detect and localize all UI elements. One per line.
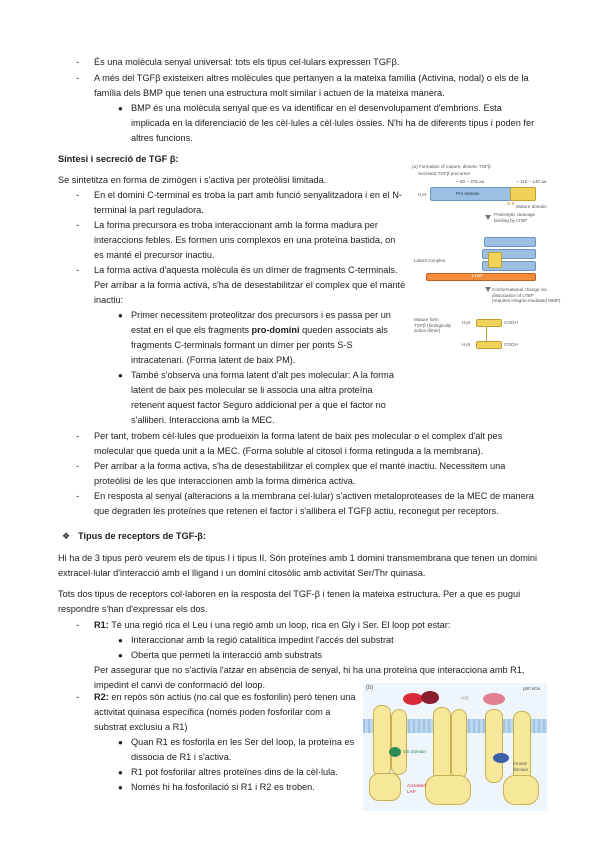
receptor-shape <box>451 709 467 779</box>
bullet-icon: ● <box>118 311 123 320</box>
paragraph: Per assegurar que no s'activia l'atzar en absència de senyal, hi ha una proteïna que interacciona amb R1, impedint el canvi de conformació del loop. <box>94 665 525 690</box>
list-dash: - <box>76 431 80 441</box>
figure-label: Pro domain <box>456 191 480 196</box>
fkbp-shape <box>493 753 509 763</box>
mature-domain-bar <box>476 341 502 349</box>
kinase-shape <box>503 775 539 805</box>
arrow-right-icon: ⇨ <box>461 693 470 704</box>
bullet-icon: ● <box>118 768 123 777</box>
arrow-down-icon <box>485 287 491 292</box>
list-subitem: Primer necessitem proteolitzar dos precursors i es passa per un estat en el que els fragments pro-domini queden associats als fragments C-terminals formant un dímer per ponts S-S intracatenari. (Forma latent de baix PM). <box>131 310 391 365</box>
figure-label: ~ 110 – 140 aa <box>516 179 547 184</box>
list-subitem: Oberta que permeti la interacció amb substrats <box>131 650 322 660</box>
figure-label: GS domain <box>403 749 426 754</box>
figure-label: Kinase domain <box>513 761 529 772</box>
list-subitem: BMP és una molècula senyal que es va identificar en el desenvolupament d'embrions. Esta implicada en la diferenciació de les cèl·lules a cèl·lules òssies. N'hi ha de diferents tipus i poden fer altres funcions. <box>131 103 535 143</box>
list-item: R2: en repòs són actius (no cal que es fosforilin) però tenen una activitat quinasa específica (només poden fosforilar com a substrat exclusiu a R1) <box>94 692 356 732</box>
list-item: En resposta al senyal (alteracions a la membrana cel·lular) s'activen metaloproteases de la MEC de manera que degraden les proteïnes que retenen el factor i s'allibera el TGFβ actiu, reconegut per receptors. <box>94 491 534 516</box>
figure-label: H₂N <box>462 342 471 347</box>
figure-label: COOH <box>504 320 518 325</box>
tgfb-formation-figure <box>412 163 561 368</box>
list-dash: - <box>76 461 80 471</box>
list-item: La forma activa d'aquesta molècula és un dímer de fragments C-terminals. Per arribar a la forma activa, s'ha de desestabilitzar el complex que el manté inactiu: <box>94 265 406 305</box>
gs-domain-shape <box>389 747 401 757</box>
mature-domain-bar <box>488 252 502 268</box>
pro-domain-bar <box>484 237 536 247</box>
paragraph: Se sintetitza en forma de zimògen i s'activa per proteòlisi limitada. <box>58 175 327 185</box>
bullet-icon: ● <box>118 651 123 660</box>
ligand-shape <box>421 691 439 704</box>
arrow-down-icon <box>485 215 491 220</box>
figure-label: LTBP <box>472 273 484 278</box>
figure-label: H₂N <box>418 192 427 197</box>
figure-label: S-S <box>507 201 515 206</box>
figure-label: H₂N <box>462 320 471 325</box>
figure-label: (b) <box>366 685 374 691</box>
mature-domain-bar <box>476 319 502 327</box>
figure-label: Secreted TGFβ precursor <box>418 171 471 176</box>
receptor-shape <box>373 705 391 777</box>
list-dash: - <box>76 491 80 501</box>
list-item: És una molècula senyal universal: tots els tipus cel·lulars expressen TGFβ. <box>94 57 400 67</box>
list-dash: - <box>76 57 80 67</box>
list-item: R1: Té una regió rica el Leu i una regió amb un loop, rica en Gly i Ser. El loop pot estar: <box>94 620 451 630</box>
receptor-figure <box>363 683 547 811</box>
figure-label: COOH <box>504 342 518 347</box>
diamond-bullet-icon: ❖ <box>62 531 71 541</box>
bullet-icon: ● <box>118 738 123 747</box>
list-subitem: Només hi ha fosforilació si R1 i R2 es troben. <box>131 782 315 792</box>
figure-label: Mature domain <box>516 204 547 209</box>
list-subitem: Interaccionar amb la regió catalítica impedint l'accés del substrat <box>131 635 394 645</box>
section-heading: Síntesi i secreció de TGF β: <box>58 154 179 164</box>
list-dash: - <box>76 620 80 630</box>
receptor-shape <box>391 709 407 775</box>
figure-title: (a) Formation of mature, dimeric TGFβ <box>412 164 491 169</box>
bullet-icon: ● <box>118 783 123 792</box>
kinase-shape <box>369 773 401 801</box>
figure-label: Proteolytic cleavage binding by LTBP <box>494 212 536 223</box>
list-item: La forma precursora es troba interaccionant amb la forma madura per interaccions febles. Es formen uns complexos en una proteïna bastida, on es manté el precursor inactiu. <box>94 220 396 260</box>
list-dash: - <box>76 190 80 200</box>
figure-label: Latent complex <box>414 258 446 263</box>
list-subitem: R1 pot fosforilar altres proteïnes dins de la cèl·lula. <box>131 767 338 777</box>
receptor-shape <box>485 709 503 783</box>
list-dash: - <box>76 73 80 83</box>
list-dash: - <box>76 265 80 275</box>
bullet-icon: ● <box>118 371 123 380</box>
disulfide-line <box>486 326 487 341</box>
paragraph: Tots dos tipus de receptors col·laboren en la resposta del TGF-β i tenen la mateixa estructura. Per a que es pugui respondre s'han d'expressar els dos. <box>58 589 521 614</box>
list-subitem: També s'observa una forma latent d'alt pes molecular: A la forma latent de baix pes molecular se li associa una altra proteïna retenent aquest factor Seguro addicional per a que el factor no s'alliberi. Interacciona amb la MEC. <box>131 370 394 425</box>
paragraph: Hi ha de 3 tipus però veurem els de tipus I i tipus II. Són proteïnes amb 1 domini transmembrana que tenen un domini extracel·lular d'interacció amb el lligand i un domini citosòlic amb activitat Ser/Thr quinasa. <box>58 553 538 578</box>
figure-label: Activated LAP <box>407 783 426 794</box>
list-item: Per tant, trobem cèl·lules que produeixin la forma latent de baix pes molecular o el complex d'alt pes molecular que queda unit a la MEC. (Forma soluble al citosol i forma retinguda a la membrana). <box>94 431 503 456</box>
list-dash: - <box>76 692 80 702</box>
figure-label: p80 kDa <box>523 686 541 691</box>
bullet-icon: ● <box>118 636 123 645</box>
list-item: En el domini C-terminal es troba la part amb funció senyalitzadora i en el N-terminal la part reguladora. <box>94 190 402 215</box>
bullet-icon: ● <box>118 104 123 113</box>
list-dash: - <box>76 220 80 230</box>
figure-label: ~ 50 – 375 aa <box>456 179 485 184</box>
kinase-shape <box>425 775 471 805</box>
figure-label: Conformational change via dissociation of LTBP (requires integrin-mediated MMP) <box>492 287 561 303</box>
list-item: A més del TGFβ existeixen altres molècules que pertanyen a la mateixa família (Activina, nodal) o els de la família dels BMP que tenen una estructura molt similar i actuen de la mateixa manera. <box>94 73 529 98</box>
ligand-shape <box>483 693 505 705</box>
mature-domain-bar <box>510 187 536 201</box>
figure-label: Mature form TGFβ (biologically active dimer) <box>414 317 452 333</box>
section-heading: Tipus de receptors de TGF-β: <box>78 531 206 541</box>
list-subitem: Quan R1 es fosforila en les Ser del loop, la proteïna es dissocia de R1 i s'activa. <box>131 737 355 762</box>
receptor-shape <box>513 711 531 783</box>
ligand-shape <box>403 693 423 705</box>
list-item: Per arribar a la forma activa, s'ha de desestabilitzar el complex que el manté inactiu. Necessitem una proteòlisi de les que interaccionen amb la forma dimèrica activa. <box>94 461 506 486</box>
receptor-shape <box>433 707 451 781</box>
